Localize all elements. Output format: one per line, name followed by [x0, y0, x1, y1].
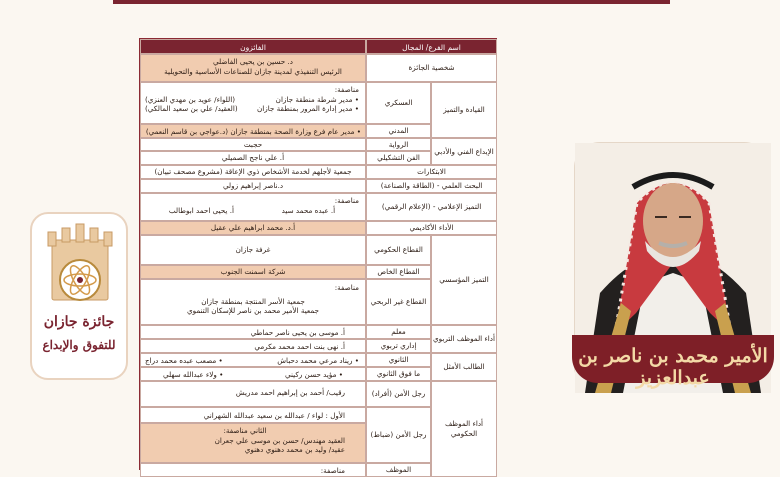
category-ideal-student: الطالب الأمثل [431, 353, 497, 381]
winner-teacher: أ. موسى بن يحيى ناصر حماطي [140, 325, 366, 339]
military-winner-2: • مدير إدارة المرور بمنطقة جازان [257, 104, 359, 114]
sub-civil: المدني [366, 124, 431, 138]
secondary-winner-2: • مصعب عبده محمد دراج [145, 356, 223, 366]
winner-nonprofit [140, 279, 366, 325]
civil-winner: • مدير عام فرع وزارة الصحة بمنطقة جازان (د.عواجي بن قاسم النعمي) [146, 127, 361, 136]
category-inventions: الابتكارات [366, 165, 497, 179]
winner-security-individuals: رقيب/ أحمد بن إبراهيم احمد مدريش [140, 381, 366, 407]
winner-employee: مناصفة: [140, 463, 366, 477]
winner-gov-sector: غرفة جازان [140, 235, 366, 265]
category-research: البحث العلمي - (الطاقة والصناعة) [366, 179, 497, 193]
personality-title: الرئيس التنفيذي لمدينة جازان للصناعات الأساسية والتحويلية [164, 66, 342, 76]
winner-fine-art: أ. علي ناجح الصميلي [140, 151, 366, 165]
winner-novel: حجبت [140, 138, 366, 151]
header-category: اسم الفرع/ المجال [366, 39, 497, 54]
above-secondary-winner-1: • مؤيد حسن ركيني [285, 370, 343, 380]
security-second-title: الثاني مناصفة: [223, 426, 267, 435]
category-personality: شخصية الجائزة [366, 54, 497, 82]
award-emblem-card [30, 212, 128, 380]
winner-media [140, 193, 366, 221]
sub-security-individuals: رجل الأمن (أفراد) [366, 381, 431, 407]
sub-security-officers: رجل الأمن (ضباط) [366, 407, 431, 463]
media-title: مناصفة: [334, 196, 359, 205]
winner-security-officers-second [140, 423, 366, 463]
winner-military [140, 82, 366, 124]
military-title: مناصفة: [334, 85, 359, 94]
winner-security-officers-first: الأول : لواء / عبدالله بن سعيد عبدالله الشهراني [140, 407, 366, 423]
sub-above-secondary: ما فوق الثانوي [366, 367, 431, 381]
sub-admin: إداري تربوي [366, 339, 431, 353]
winner-personality [140, 54, 366, 82]
portrait-name-band [572, 335, 774, 389]
secondary-winner-1: • ريناد مرعي محمد دحباش [277, 356, 359, 366]
sub-fine-art: الفن التشكيلي [366, 151, 431, 165]
emblem-subtitle: للتفوق والإبداع [42, 338, 116, 352]
media-winner-2: أ. يحيى احمد ابوطالب [168, 205, 234, 215]
award-logo-icon [32, 214, 130, 382]
nonprofit-winner-2: جمعية الأمير محمد بن ناصر للإسكان التنموي [187, 306, 319, 316]
media-winner-1: أ. عبده محمد سيد [281, 205, 336, 215]
military-winner-2-name: (العقيد/ علي بن سعيد المالكي) [145, 104, 238, 114]
category-edu-employee: أداء الموظف التربوي [431, 325, 497, 353]
category-creativity: الإبداع الفني والأدبي [431, 138, 497, 165]
category-leadership: القيادة والتميز [431, 82, 497, 138]
category-gov-employee: أداء الموظف الحكومي [431, 381, 497, 477]
sub-teacher: معلم [366, 325, 431, 339]
sub-employee: الموظف [366, 463, 431, 477]
portrait-caption: الأمير محمد بن ناصر بن عبدالعزيز [578, 345, 768, 389]
winner-private-sector: شركة اسمنت الجنوب [140, 265, 366, 279]
sub-secondary: الثانوي [366, 353, 431, 367]
sub-nonprofit: القطاع غير الربحي [366, 279, 431, 325]
category-institutional: التميز المؤسسي [431, 235, 497, 325]
winner-admin: أ. نهى بنت احمد محمد مكرمي [140, 339, 366, 353]
category-academic: الأداء الأكاديمي [366, 221, 497, 235]
security-officer-3: عقيد/ وليد بن محمد دهنوي دهنوي [244, 445, 345, 455]
winner-academic: أ.د. محمد ابراهيم علي عقيل [140, 221, 366, 235]
sub-military: العسكري [366, 82, 431, 124]
nonprofit-title: مناصفة: [334, 283, 359, 292]
nonprofit-winner-1: جمعية الأسر المنتجة بمنطقة جازان [201, 296, 305, 306]
category-media: التميز الإعلامي - (الإعلام الرقمي) [366, 193, 497, 221]
military-winner-1: • مدير شرطة منطقة جازان [276, 95, 359, 105]
emblem-title: جائزة جازان [43, 314, 115, 330]
sub-novel: الرواية [366, 138, 431, 151]
winner-research: د.ناصر إبراهيم زولي [140, 179, 366, 193]
winner-above-secondary [140, 367, 366, 381]
sub-private-sector: القطاع الخاص [366, 265, 431, 279]
winner-secondary [140, 353, 366, 367]
winners-table [139, 38, 497, 475]
winner-inventions: جمعية لأجلهم لخدمة الأشخاص ذوي الإعاقة (مشروع مصحف تبيان) [140, 165, 366, 179]
header-winners: الفائزون [140, 39, 366, 54]
military-winner-1-name: (اللواء/ عويد بن مهدي العنزي) [145, 94, 236, 104]
top-accent-bar [113, 0, 670, 4]
security-officer-2: العقيد مهندس/ حسن بن موسى علي جعران [214, 435, 345, 445]
above-secondary-winner-2: • ولاء عبدالله سهلي [163, 370, 223, 380]
sub-gov-sector: القطاع الحكومي [366, 235, 431, 265]
winner-civil [140, 124, 366, 138]
personality-name: د. حسين بن يحيى الفاضلي [213, 57, 293, 66]
